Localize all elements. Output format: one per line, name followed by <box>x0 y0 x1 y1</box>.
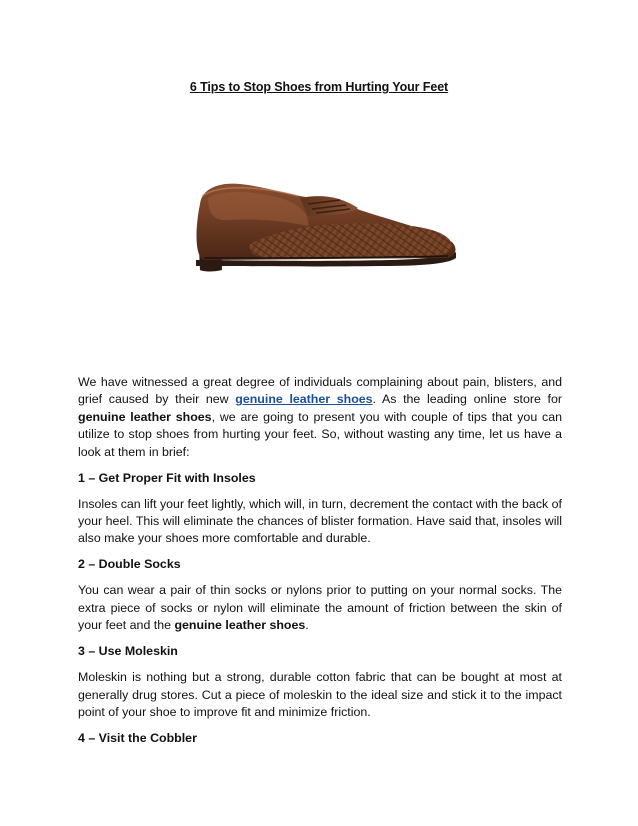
tip-heading: 2 – Double Socks <box>78 557 181 572</box>
tip-heading: 3 – Use Moleskin <box>78 644 178 659</box>
intro-text: We have witnessed a great degree of individuals complaining about pain, blisters, and grief caused by their new <box>78 375 562 407</box>
intro-text: , we are going to present you with couple of tips that you can utilize to stop shoes from hurting your feet. So, without wasting any time, let us have a look at them in brief: <box>78 409 562 459</box>
intro-paragraph <box>78 374 562 461</box>
tip-heading: 4 – Visit the Cobbler <box>78 731 197 746</box>
tip-body-text: You can wear a pair of thin socks or nylons prior to putting on your normal socks. The extra piece of socks or nylon will eliminate the amount of friction between the skin of your feet and the <box>78 583 562 633</box>
tip-body <box>78 582 562 634</box>
brown-woven-leather-derby-shoe-icon <box>190 174 460 280</box>
shoe-image <box>190 174 460 280</box>
tip-body: Insoles can lift your feet lightly, which will, in turn, decrement the contact with the back of your heel. This will eliminate the chances of blister formation. Have said that, insoles will also make your shoes more comfortable and durable. <box>78 496 562 546</box>
article-body <box>78 374 562 756</box>
tip-body-text: . <box>305 618 309 633</box>
intro-text: . As the leading online store for <box>372 392 562 407</box>
tip-body: Moleskin is nothing but a strong, durable cotton fabric that can be bought at most at generally drug stores. Cut a piece of moleskin to the ideal size and stick it to the impact point of your shoe to improve fit and minimize friction. <box>78 670 562 720</box>
intro-bold-text: genuine leather shoes <box>78 409 212 424</box>
page-title: 6 Tips to Stop Shoes from Hurting Your Feet <box>189 80 449 94</box>
genuine-leather-shoes-link[interactable]: genuine leather shoes <box>235 392 373 407</box>
tip-bold-text: genuine leather shoes <box>174 618 306 633</box>
tip-heading: 1 – Get Proper Fit with Insoles <box>78 470 256 485</box>
